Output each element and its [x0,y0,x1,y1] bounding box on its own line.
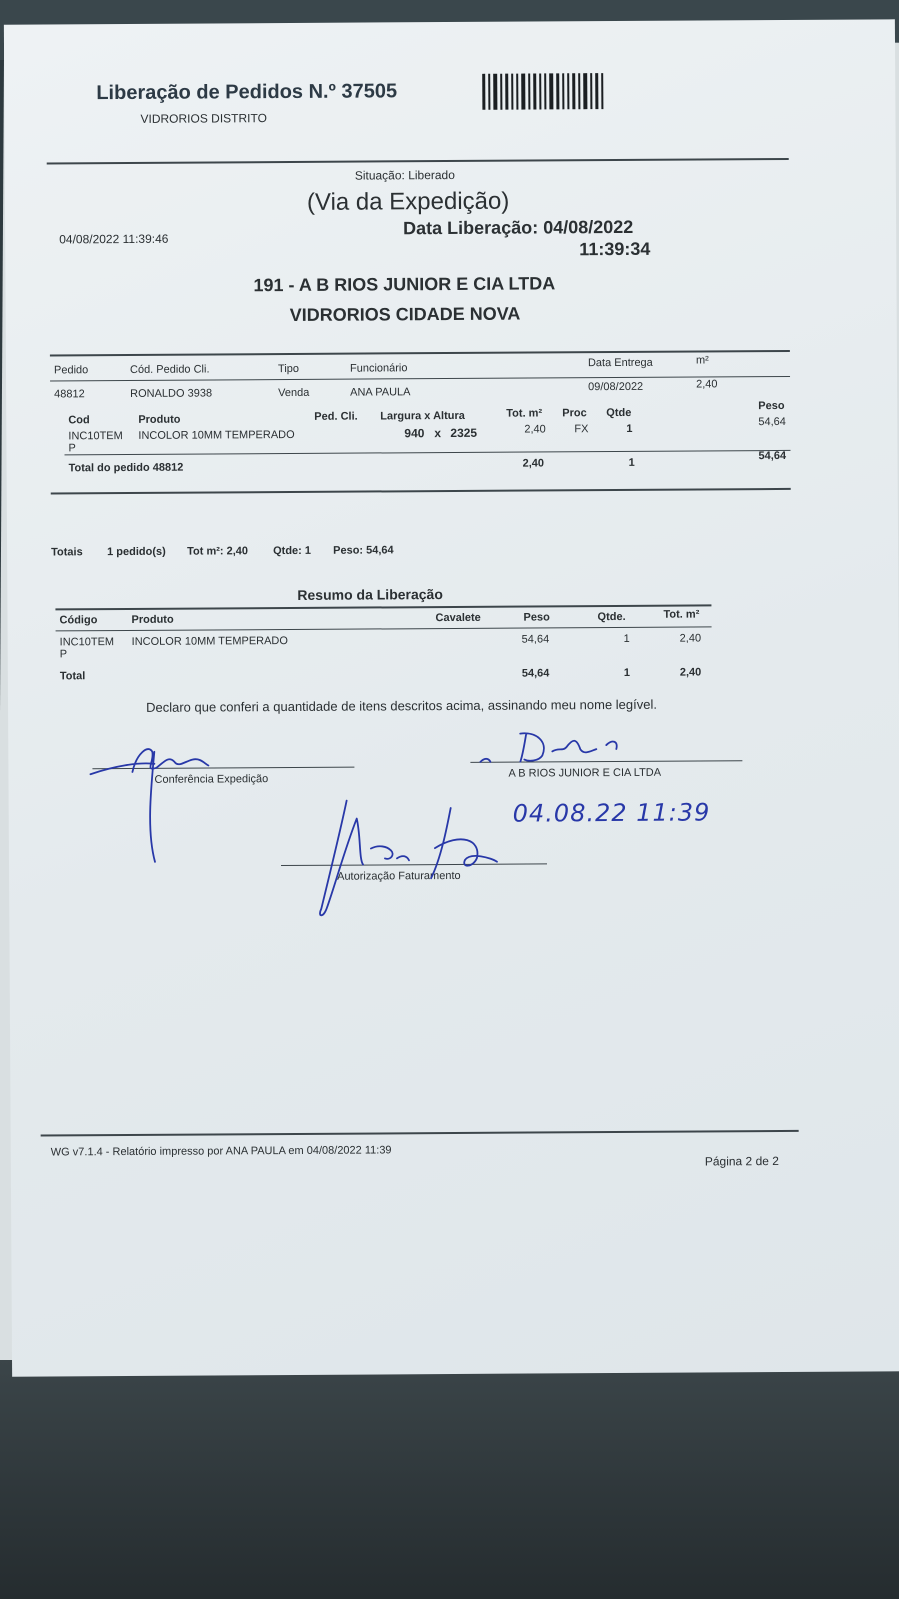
signature-left-handwritten [84,731,235,872]
resumo-codigo-cont: P [59,648,68,661]
col-data-entrega: Data Entrega [587,356,653,370]
footer-page-number: Página 2 de 2 [704,1154,779,1169]
client-store: VIDRORIOS CIDADE NOVA [289,303,521,325]
signature-right-handwritten [476,721,636,772]
client-name: 191 - A B RIOS JUNIOR E CIA LTDA [253,273,556,296]
totais-tot-m2: Tot m²: 2,40 [187,545,249,558]
totais-pedidos: 1 pedido(s) [107,545,166,559]
background-bottom [0,1360,899,1599]
order-total-qtde: 1 [628,456,635,469]
barcode [482,73,606,110]
order-bottom-rule [51,488,791,495]
item-col-produto: Produto [138,413,181,426]
item-produto: INCOLOR 10MM TEMPERADO [138,428,295,442]
document-page [4,19,899,1376]
footer-rule [41,1130,799,1137]
order-funcionario: ANA PAULA [350,386,411,399]
declaration-text: Declaro que conferi a quantidade de itens descritos acima, assinando meu nome legível. [146,696,658,715]
resumo-col-produto: Produto [131,613,174,626]
via-label: (Via da Expedição) [306,187,510,216]
handwritten-date: 04.08.22 11:39 [512,798,711,828]
totais-qtde: Qtde: 1 [273,544,312,558]
item-qtde: 1 [626,422,633,435]
resumo-codigo: INC10TEM [59,636,115,649]
resumo-total-label: Total [59,670,86,683]
item-cod: INC10TEM [68,430,123,443]
signature-label-left: Conferência Expedição [154,773,269,786]
resumo-total-peso: 54,64 [521,667,550,680]
item-proc: FX [574,423,589,436]
item-col-qtde: Qtde [606,406,632,420]
item-peso: 54,64 [758,415,786,429]
item-cod-cont: P [68,442,76,455]
order-data-entrega: 09/08/2022 [588,380,644,394]
totais-label: Totais [51,546,83,559]
resumo-header-rule [56,626,712,631]
order-total-label: Total do pedido 48812 [68,461,184,475]
col-funcionario: Funcionário [349,362,408,375]
header-rule [47,158,789,165]
item-tot-m2: 2,40 [524,423,546,436]
item-col-ped-cli: Ped. Cli. [314,410,358,423]
resumo-title: Resumo da Liberação [297,586,443,603]
item-altura: 2325 [450,425,478,441]
resumo-produto: INCOLOR 10MM TEMPERADO [131,635,288,648]
order-header-rule [50,376,790,382]
order-total-peso: 54,64 [758,449,787,463]
signature-label-right: A B RIOS JUNIOR E CIA LTDA [508,766,662,780]
item-col-cod: Cod [68,414,90,427]
order-m2: 2,40 [696,378,718,391]
situacao-label: Situação: Liberado [354,167,455,183]
footer-printed-by: WG v7.1.4 - Relatório impresso por ANA PAULA em 04/08/2022 11:39 [50,1144,392,1159]
resumo-total-qtde: 1 [623,666,631,679]
resumo-top-rule [55,604,711,610]
signature-center-handwritten [301,788,532,929]
order-tipo: Venda [278,386,310,400]
resumo-col-tot-m2: Tot. m² [663,608,700,621]
order-top-rule [50,350,790,357]
resumo-col-codigo: Código [59,614,98,627]
order-total-tot-m2: 2,40 [522,457,545,470]
resumo-col-cavalete: Cavalete [435,611,481,625]
signature-label-center: Autorização Faturamento [337,869,461,883]
resumo-peso: 54,64 [521,633,550,646]
item-total-rule [65,450,791,455]
resumo-qtde: 1 [623,632,630,645]
order-pedido: 48812 [54,388,85,401]
resumo-total-tot-m2: 2,40 [679,666,702,679]
item-largura: 940 [404,426,425,441]
col-tipo: Tipo [277,362,300,376]
item-col-largura-altura: Largura x Altura [380,409,465,423]
data-liberacao: Data Liberação: 04/08/2022 [403,216,634,239]
resumo-col-qtde: Qtde. [597,610,626,624]
item-col-proc: Proc [562,407,587,420]
print-datetime: 04/08/2022 11:39:46 [59,231,169,247]
resumo-tot-m2: 2,40 [679,632,702,645]
document-title: Liberação de Pedidos N.º 37505 [96,80,398,105]
document-subtitle: VIDRORIOS DISTRITO [140,111,267,126]
item-col-peso: Peso [758,399,785,413]
resumo-col-peso: Peso [523,611,550,624]
data-liberacao-time: 11:39:34 [579,238,651,260]
col-cod-pedido-cli: Cód. Pedido Cli. [129,363,210,376]
col-pedido: Pedido [53,364,89,377]
totais-peso: Peso: 54,64 [333,544,394,557]
item-times: x [434,426,442,441]
item-col-tot-m2: Tot. m² [506,407,543,420]
col-m2: m² [695,354,709,367]
order-cod-pedido-cli: RONALDO 3938 [130,387,213,400]
